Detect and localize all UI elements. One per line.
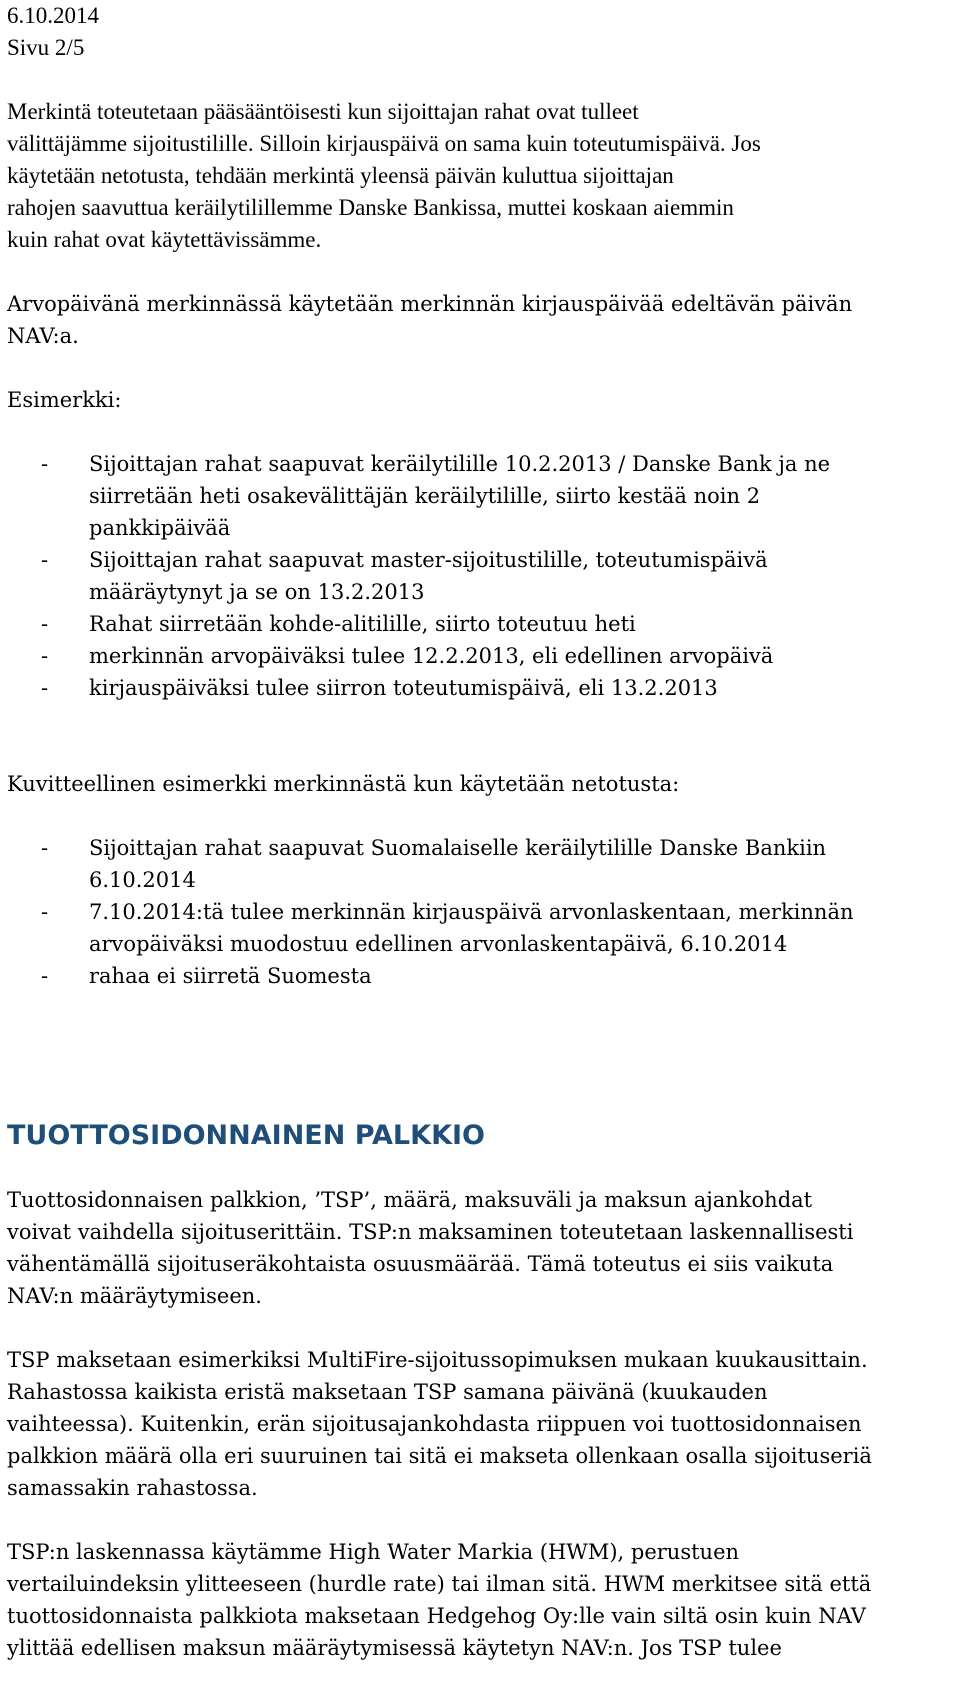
- list-item: [7, 544, 957, 608]
- text-line: Sijoittajan rahat saapuvat keräilytilille 10.2.2013 / Danske Bank ja ne: [89, 452, 831, 476]
- intro-paragraph: [7, 96, 957, 256]
- text-line: kirjauspäiväksi tulee siirron toteutumispäivä, eli 13.2.2013: [89, 676, 718, 700]
- text-line: vertailuindeksin ylitteeseen (hurdle rate) tai ilman sitä. HWM merkitsee sitä että: [7, 1572, 872, 1596]
- text-line: Sijoittajan rahat saapuvat Suomalaiselle keräilytilille Danske Bankiin: [89, 836, 827, 860]
- bullet-dash: -: [41, 452, 49, 476]
- text-line: pankkipäivää: [89, 516, 231, 540]
- example-list: [7, 448, 957, 704]
- text-line: Rahat siirretään kohde-alitilille, siirto toteutuu heti: [89, 612, 636, 636]
- text-line: voivat vaihdella sijoituserittäin. TSP:n maksaminen toteutetaan laskennallisesti: [7, 1220, 854, 1244]
- text-line: kuin rahat ovat käytettävissämme.: [7, 227, 322, 252]
- text-line: NAV:a.: [7, 324, 79, 348]
- text-line: arvopäiväksi muodostuu edellinen arvonlaskentapäivä, 6.10.2014: [89, 932, 788, 956]
- list-item: [7, 448, 957, 544]
- text-line: ylittää edellisen maksun määräytymisessä käytetyn NAV:n. Jos TSP tulee: [7, 1636, 782, 1660]
- text-line: tuottosidonnaista palkkiota maksetaan Hedgehog Oy:lle vain siltä osin kuin NAV: [7, 1604, 866, 1628]
- text-line: rahaa ei siirretä Suomesta: [89, 964, 372, 988]
- text-line: Sijoittajan rahat saapuvat master-sijoitustilille, toteutumispäivä: [89, 548, 768, 572]
- text-line: palkkion määrä olla eri suuruinen tai sitä ei makseta ollenkaan osalla sijoituseriä: [7, 1444, 872, 1468]
- tsp-paragraph-3: [7, 1536, 957, 1664]
- example-title: Esimerkki:: [7, 388, 122, 412]
- list-item: [7, 640, 957, 672]
- list-item: [7, 896, 957, 960]
- text-line: vaihteessa). Kuitenkin, erän sijoitusajankohdasta riippuen voi tuottosidonnaisen: [7, 1412, 862, 1436]
- header-date: 6.10.2014: [7, 3, 99, 28]
- bullet-dash: -: [41, 900, 49, 924]
- text-line: välittäjämme sijoitustilille. Silloin kirjauspäivä on sama kuin toteutumispäivä. Jos: [7, 131, 761, 156]
- value-date-paragraph: [7, 288, 957, 352]
- bullet-dash: -: [41, 548, 49, 572]
- text-line: Tuottosidonnaisen palkkion, ’TSP’, määrä, maksuväli ja maksun ajankohdat: [7, 1188, 813, 1212]
- fictional-example-title: Kuvitteellinen esimerkki merkinnästä kun käytetään netotusta:: [7, 772, 680, 796]
- list-item: [7, 672, 957, 704]
- text-line: 7.10.2014:tä tulee merkinnän kirjauspäivä arvonlaskentaan, merkinnän: [89, 900, 854, 924]
- bullet-dash: -: [41, 836, 49, 860]
- text-line: käytetään netotusta, tehdään merkintä yleensä päivän kuluttua sijoittajan: [7, 163, 674, 188]
- list-item: [7, 960, 957, 992]
- bullet-dash: -: [41, 644, 49, 668]
- text-line: 6.10.2014: [89, 868, 196, 892]
- text-line: NAV:n määräytymiseen.: [7, 1284, 262, 1308]
- fictional-example-list: [7, 832, 957, 992]
- text-line: Arvopäivänä merkinnässä käytetään merkinnän kirjauspäivää edeltävän päivän: [7, 292, 853, 316]
- text-line: vähentämällä sijoituseräkohtaista osuusmäärää. Tämä toteutus ei siis vaikuta: [7, 1252, 834, 1276]
- text-line: TSP maksetaan esimerkiksi MultiFire-sijoitussopimuksen mukaan kuukausittain.: [7, 1348, 868, 1372]
- bullet-dash: -: [41, 612, 49, 636]
- text-line: Rahastossa kaikista eristä maksetaan TSP samana päivänä (kuukauden: [7, 1380, 768, 1404]
- list-item: [7, 832, 957, 896]
- text-line: siirretään heti osakevälittäjän keräilytilille, siirto kestää noin 2: [89, 484, 761, 508]
- bullet-dash: -: [41, 964, 49, 988]
- tsp-paragraph-1: [7, 1184, 957, 1312]
- section-heading: TUOTTOSIDONNAINEN PALKKIO: [7, 1120, 485, 1151]
- text-line: määräytynyt ja se on 13.2.2013: [89, 580, 425, 604]
- bullet-dash: -: [41, 676, 49, 700]
- document-page: [7, 0, 957, 1664]
- page-header: [7, 0, 957, 64]
- header-page-number: Sivu 2/5: [7, 35, 85, 60]
- text-line: Merkintä toteutetaan pääsääntöisesti kun sijoittajan rahat ovat tulleet: [7, 99, 639, 124]
- text-line: TSP:n laskennassa käytämme High Water Markia (HWM), perustuen: [7, 1540, 740, 1564]
- tsp-paragraph-2: [7, 1344, 957, 1504]
- text-line: rahojen saavuttua keräilytilillemme Danske Bankissa, muttei koskaan aiemmin: [7, 195, 734, 220]
- list-item: [7, 608, 957, 640]
- text-line: samassakin rahastossa.: [7, 1476, 258, 1500]
- text-line: merkinnän arvopäiväksi tulee 12.2.2013, eli edellinen arvopäivä: [89, 644, 774, 668]
